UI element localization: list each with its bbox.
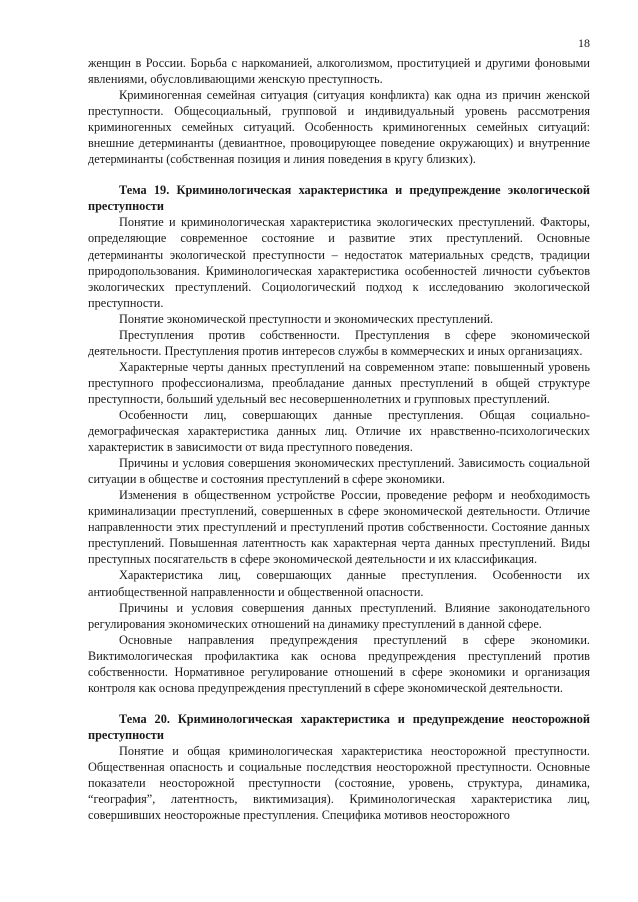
paragraph: Понятие и общая криминологическая характеристика неосторожной преступности. Общественная опасность и социальные последствия неосторожной преступности. Основные показатели неосторожной преступности (состояние, уровень, структура, динамика, “география”, латентность, виктимизация). Криминологическая характеристика лиц, совершивших неосторожные преступления. Специфика мотивов неосторожного — [88, 743, 590, 823]
paragraph: Понятие и криминологическая характеристика экологических преступлений. Факторы, определяющие современное состояние и развитие этих преступлений. Основные детерминанты экологической преступности – недостаток материальных средств, традиции природопользования. Криминологическая характеристика особенностей личности субъектов экологических преступлений. Социологический подход к исследованию экологической преступности. — [88, 215, 590, 310]
paragraph: Характерные черты данных преступлений на современном этапе: повышенный уровень преступного профессионализма, преобладание данных преступлений в общей структуре преступности, больший удельный вес несовершеннолетних и групповых преступлений. — [88, 359, 590, 406]
paragraph: Понятие экономической преступности и экономических преступлений. — [119, 311, 494, 326]
page-number: 18 — [578, 36, 590, 50]
paragraph: Особенности лиц, совершающих данные преступления. Общая социально-демографическая характеристика данных лиц. Отличие их нравственно-психологических характеристик в зависимости от вида преступного поведения. — [88, 407, 590, 455]
paragraph: Причины и условия совершения данных преступлений. Влияние законодательного регулирования экономических отношений на динамику преступлений в данной сфере. — [88, 600, 590, 631]
paragraph: Изменения в общественном устройстве России, проведение реформ и необходимость криминализации преступлений, совершенных в сфере экономической деятельности. Отличие направленности этих преступлений и преступлений против собственности. Состояние данных преступлений. Повышенная латентность как характерная черта данных преступлений. Виды преступных посягательств в сфере экономической деятельности и их классификация. — [88, 488, 590, 567]
paragraph: Преступления против собственности. Преступления в сфере экономической деятельности. Преступления против интересов службы в коммерческих и иных организациях. — [88, 327, 590, 358]
document-body — [88, 55, 590, 823]
paragraph: Причины и условия совершения экономических преступлений. Зависимость социальной ситуации в обществе и состояния преступлений в сфере экономики. — [88, 456, 590, 487]
section-heading-topic-19: Тема 19. Криминологическая характеристика и предупреждение экологической преступности — [88, 183, 590, 214]
section-heading-topic-20: Тема 20. Криминологическая характеристика и предупреждение неосторожной преступности — [88, 711, 590, 742]
paragraph: Характеристика лиц, совершающих данные преступления. Особенности их антиобщественной направленности и общественной опасности. — [88, 568, 590, 599]
paragraph: Основные направления предупреждения преступлений в сфере экономики. Виктимологическая профилактика как основа предупреждения преступлений против собственности. Нормативное регулирование отношений в сфере экономики и организация контроля как основа предупреждения преступлений в сфере экономической деятельности. — [88, 632, 590, 695]
paragraph: Криминогенная семейная ситуация (ситуация конфликта) как одна из причин женской преступности. Общесоциальный, групповой и индивидуальный уровень рассмотрения криминогенных семейных ситуаций. Особенность криминогенных семейных ситуаций: внешние детерминанты (девиантное, провоцирующее поведение окружающих) и внутренние детерминанты (собственная позиция и линия поведения в кругу близких). — [88, 88, 590, 167]
paragraph-continuation: женщин в России. Борьба с наркоманией, алкоголизмом, проституцией и другими фоновыми явлениями, обусловливающими женскую преступность. — [88, 56, 590, 87]
